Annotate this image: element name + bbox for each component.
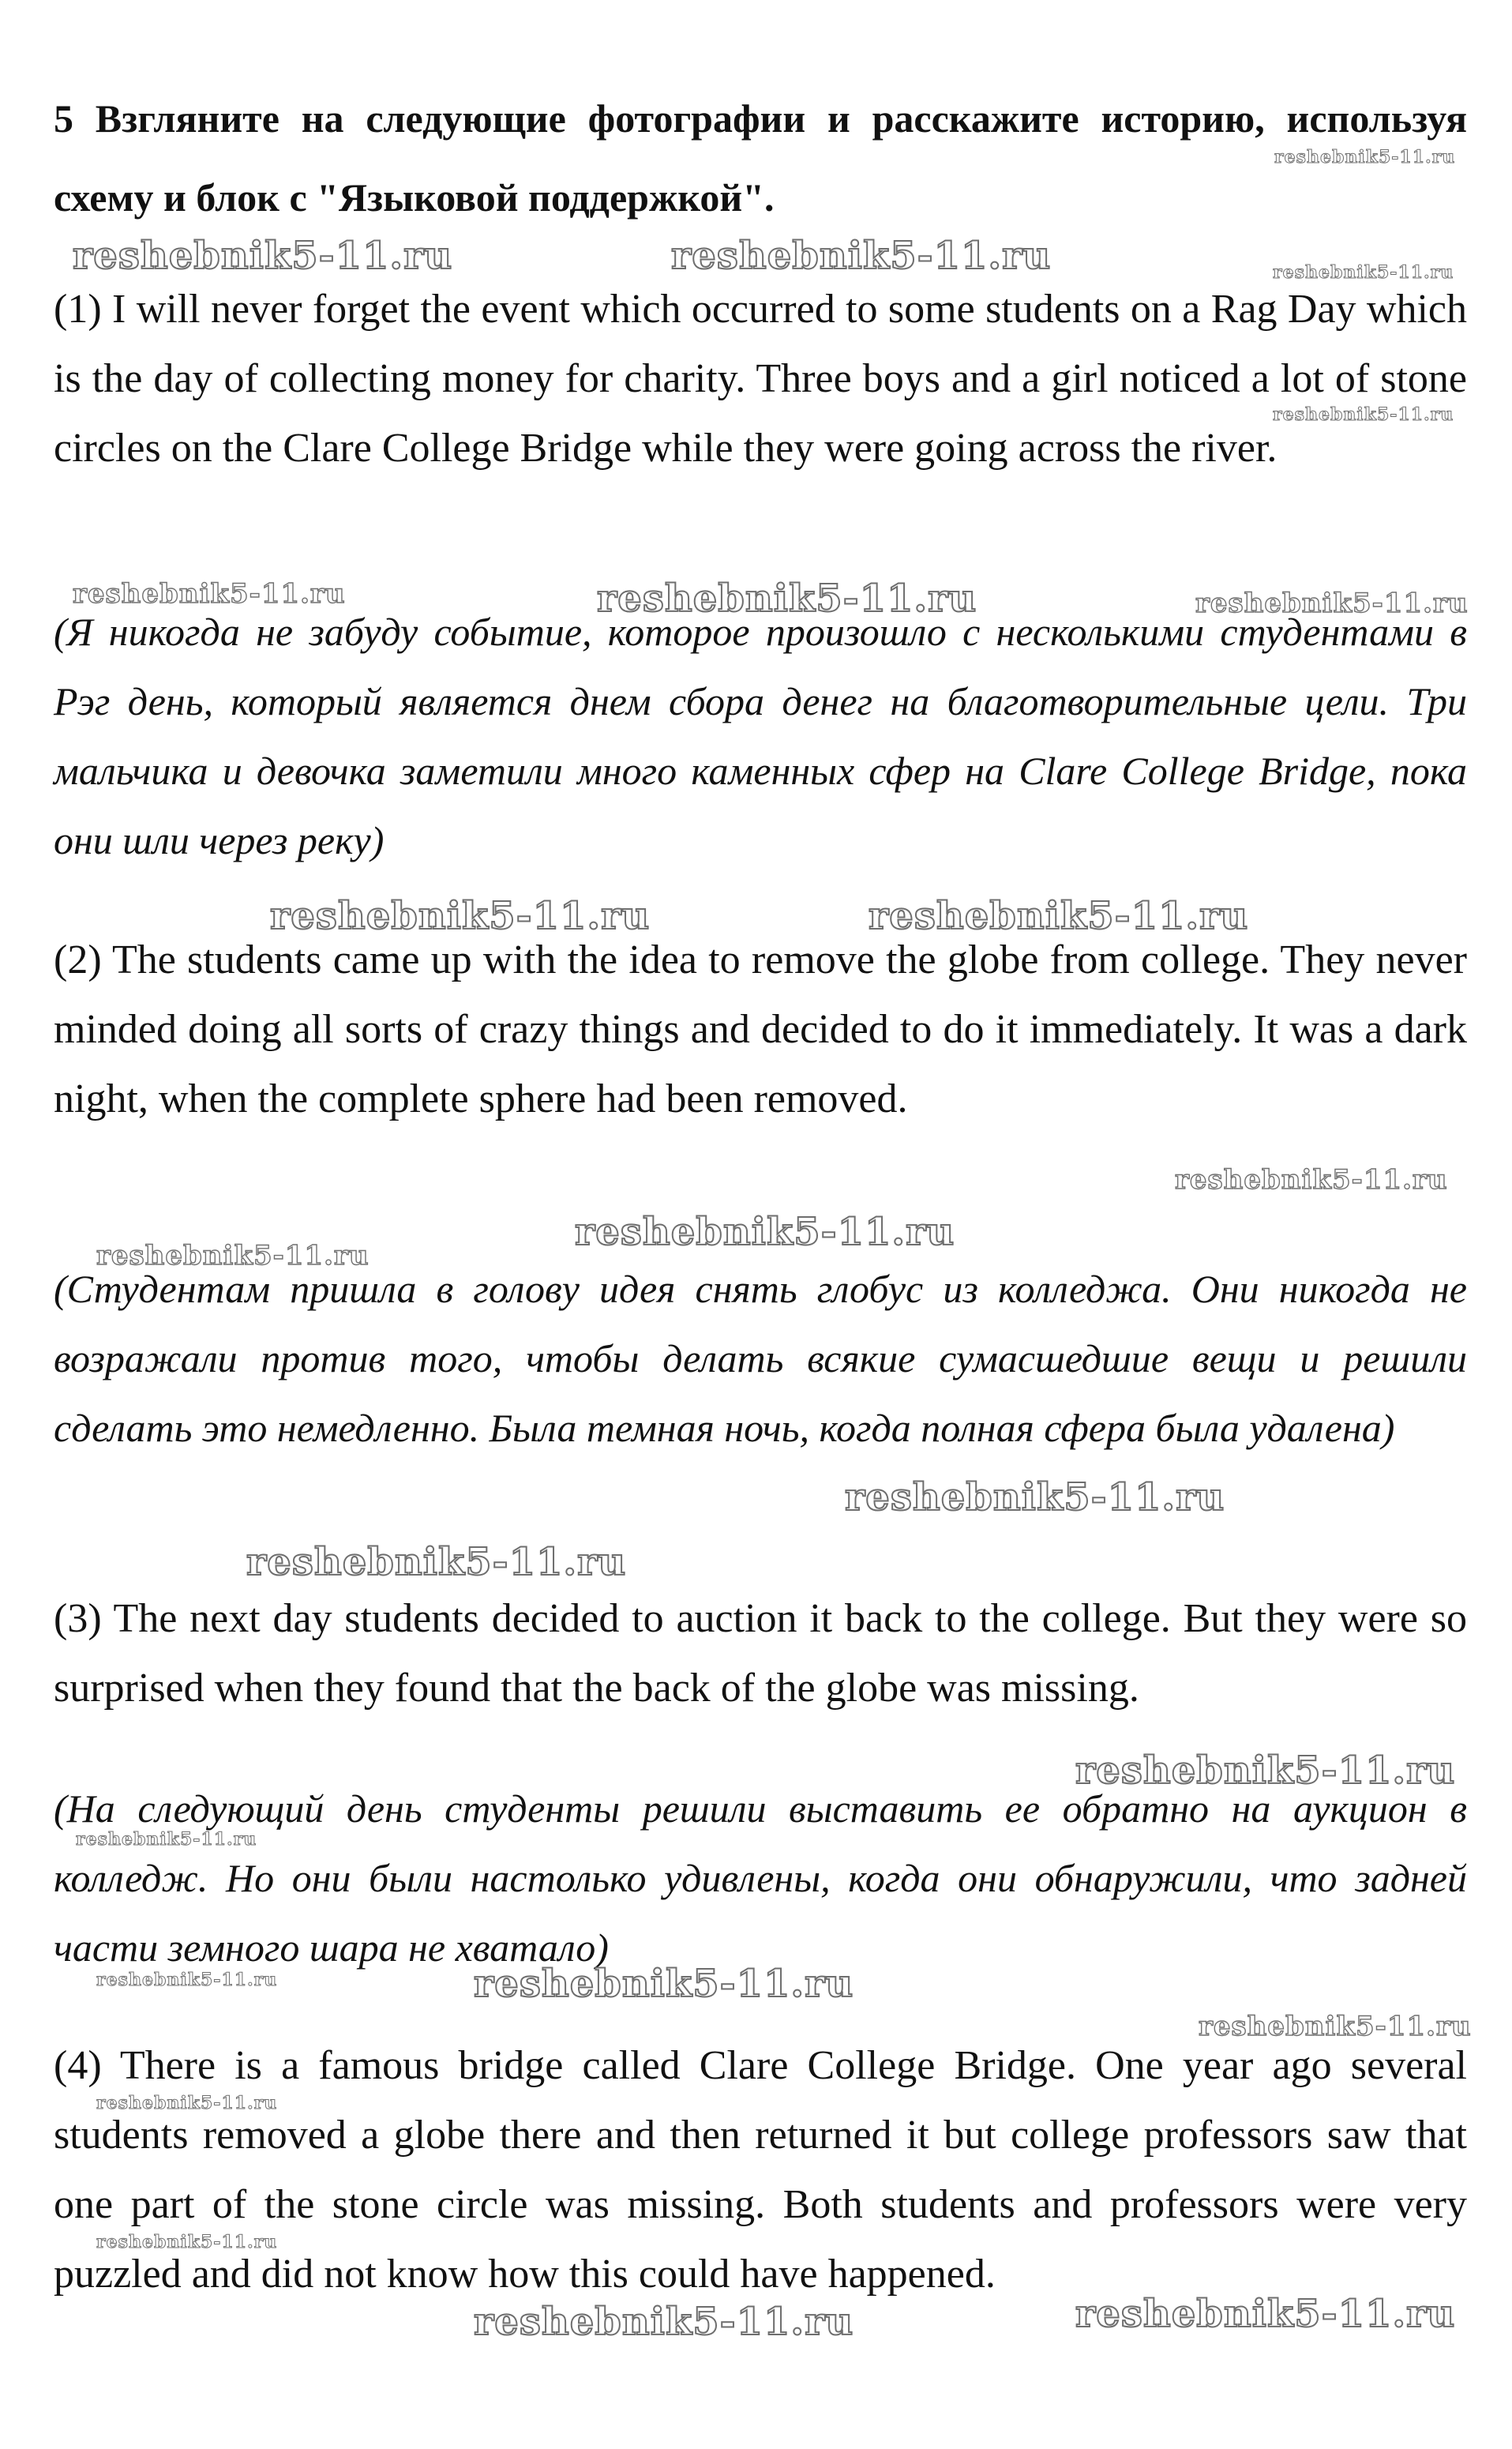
watermark: reshebnik5-11.ru [1273,404,1454,425]
paragraph-3-russian: (На следующий день студенты решили выставить ее обратно на аукцион в колледж. Но они были настолько удивлены, когда они обнаружили, что задней части земного шара не хватало) [54,1786,1467,1970]
paragraph-4-english: (4) There is a famous bridge called Clare College Bridge. One year ago several students removed a globe there and then returned it but college professors saw that one part of the stone circle was missing. Both students and professors were very puzzled and did not know how this could have happened. [54,2043,1467,2297]
paragraph-2-russian: (Студентам пришла в голову идея снять глобус из колледжа. Они никогда не возражали против того, чтобы делать всякие сумасшедшие вещи и решили сделать это немедленно. Была темная ночь, когда полная сфера была удалена) [54,1267,1467,1450]
watermark: reshebnik5-11.ru [474,1962,854,2006]
watermark: reshebnik5-11.ru [96,2093,278,2113]
paragraph-1-russian: (Я никогда не забуду событие, которое произошло с несколькими студентами в Рэг день, который является днем сбора денег на благотворительные цели. Три мальчика и девочка заметили много каменных сфер на Clare College Bridge, пока они шли через реку) [54,610,1467,862]
paragraph-1-english: (1) I will never forget the event which occurred to some students on a Rag Day which is the day of collecting money for charity. Three boys and a girl noticed a lot of stone circles on the Clare College Bridge while they were going across the river. [54,287,1467,471]
watermark: reshebnik5-11.ru [1175,1164,1448,1196]
watermark: reshebnik5-11.ru [597,577,977,621]
watermark: reshebnik5-11.ru [96,1240,370,1271]
watermark: reshebnik5-11.ru [1075,2292,1456,2336]
watermark: reshebnik5-11.ru [270,894,651,938]
watermark: reshebnik5-11.ru [1274,147,1456,167]
watermark: reshebnik5-11.ru [246,1540,627,1584]
watermark: reshebnik5-11.ru [1273,262,1454,283]
task-heading: 5 Взгляните на следующие фотографии и расскажите историю, используя схему и блок с "Языковой поддержкой". [54,96,1467,220]
watermark: reshebnik5-11.ru [869,894,1249,938]
watermark: reshebnik5-11.ru [73,578,346,610]
watermark: reshebnik5-11.ru [575,1210,955,1254]
watermark: reshebnik5-11.ru [671,234,1052,278]
watermark: reshebnik5-11.ru [96,2232,278,2252]
watermark: reshebnik5-11.ru [1075,1748,1456,1793]
paragraph-3-english: (3) The next day students decided to auction it back to the college. But they were so surprised when they found that the back of the globe was missing. [54,1596,1467,1711]
watermark: reshebnik5-11.ru [76,1829,257,1850]
watermark: reshebnik5-11.ru [96,1970,278,1990]
watermark: reshebnik5-11.ru [73,234,453,278]
watermark: reshebnik5-11.ru [474,2300,854,2344]
watermark: reshebnik5-11.ru [1195,588,1469,619]
watermark: reshebnik5-11.ru [845,1475,1225,1519]
watermark: reshebnik5-11.ru [1199,2011,1472,2042]
paragraph-2-english: (2) The students came up with the idea to remove the globe from college. They never minded doing all sorts of crazy things and decided to do it immediately. It was a dark night, when the complete sphere had been removed. [54,937,1467,1121]
